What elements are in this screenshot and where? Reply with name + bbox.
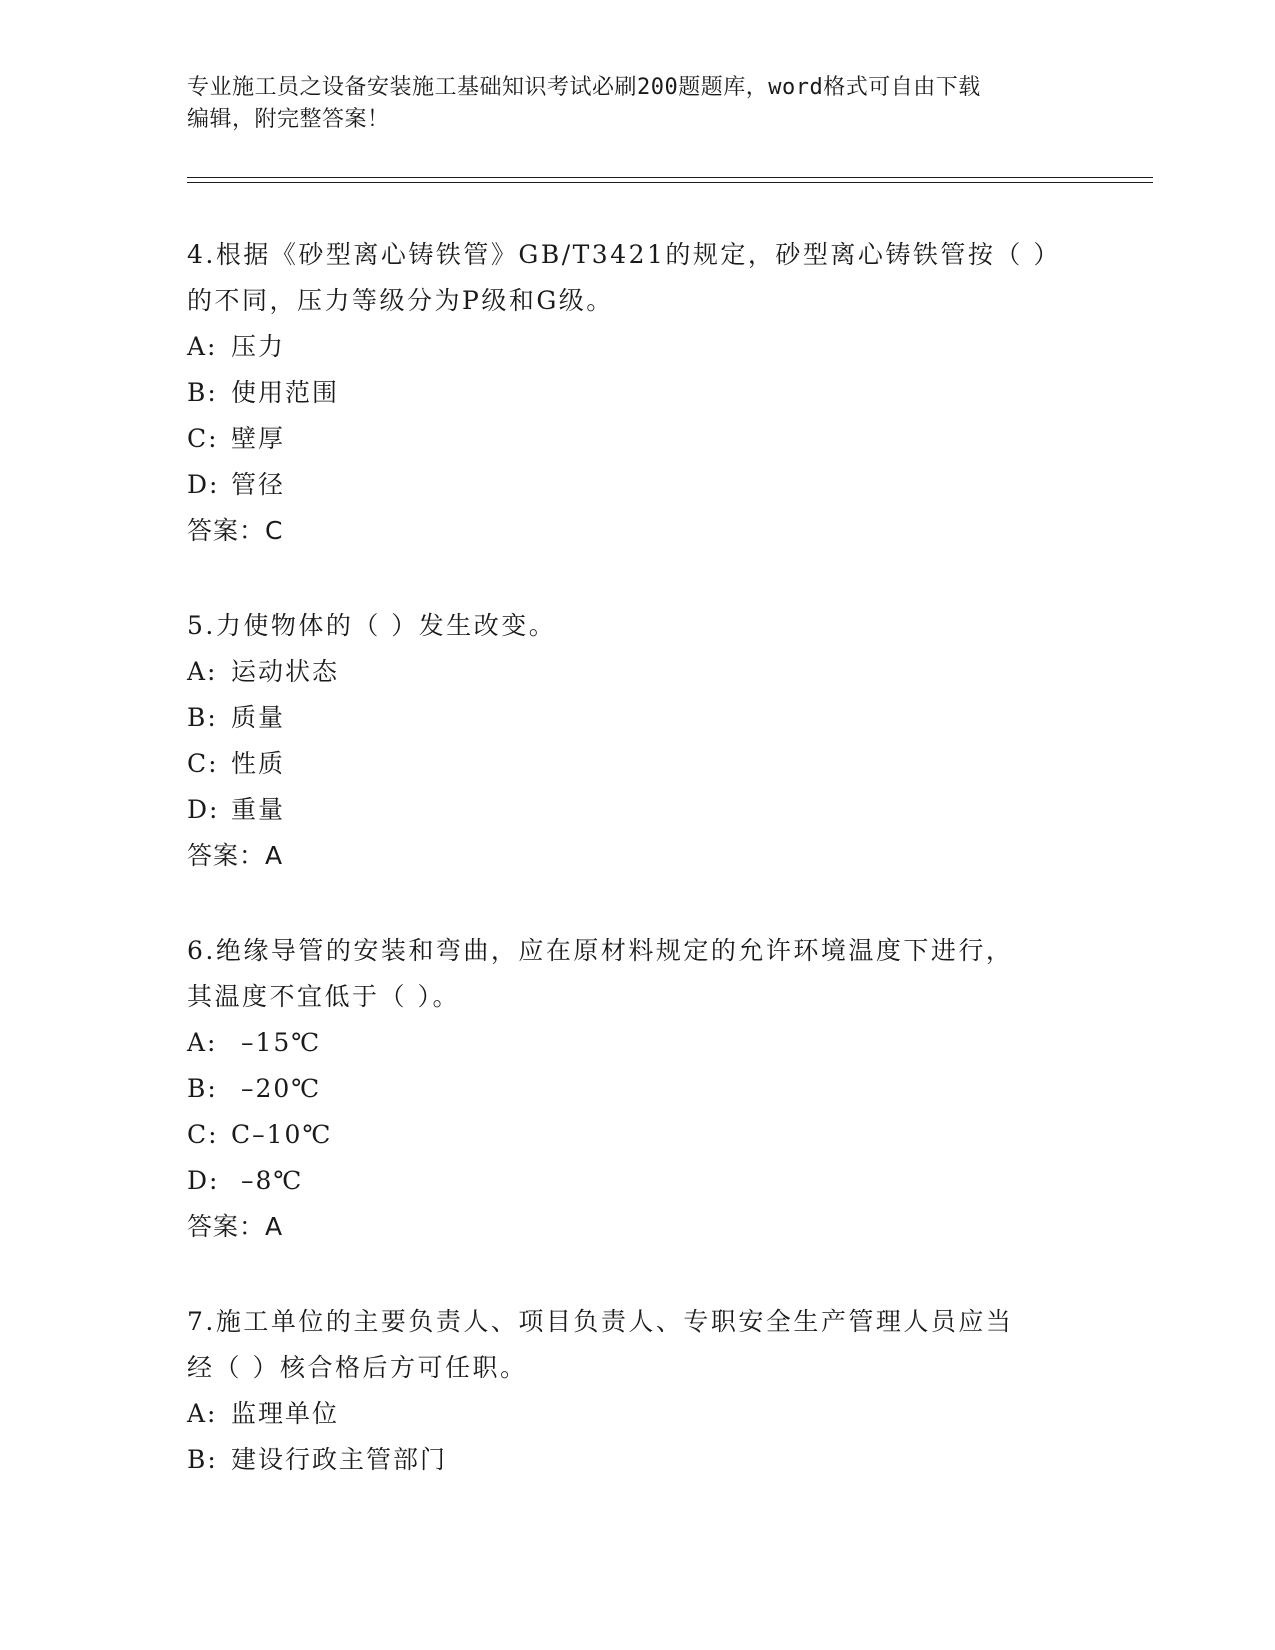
option-text: 使用范围: [231, 378, 340, 407]
option-d: [187, 462, 1087, 508]
option-text: 重量: [231, 795, 286, 824]
question-stem-line: 6.绝缘导管的安装和弯曲，应在原材料规定的允许环境温度下进行，: [187, 936, 1014, 965]
option-text: 运动状态: [231, 657, 340, 686]
option-text: –15℃: [231, 1028, 322, 1057]
option-c: [187, 1112, 1087, 1158]
question-stem-line: 经（ ）核合格后方可任职。: [187, 1353, 528, 1382]
option-text: –8℃: [231, 1166, 304, 1195]
option-a: [187, 649, 1087, 695]
option-letter: C:: [187, 424, 219, 453]
option-letter: B:: [187, 1074, 218, 1103]
option-text: 管径: [231, 470, 286, 499]
option-letter: C:: [187, 1120, 219, 1149]
header-divider-top: [187, 177, 1153, 178]
header-line-1: 专业施工员之设备安装施工基础知识考试必刷200题题库，word格式可自由下载: [187, 75, 981, 100]
question-stem-line: 5.力使物体的（ ）发生改变。: [187, 611, 557, 640]
header-line-2: 编辑，附完整答案！: [187, 107, 390, 132]
option-b: [187, 1066, 1087, 1112]
header-divider-bottom: [187, 182, 1153, 183]
option-letter: D:: [187, 470, 220, 499]
question-5: [187, 603, 1087, 879]
option-a: [187, 1391, 1087, 1437]
option-letter: C:: [187, 749, 219, 778]
option-text: 建设行政主管部门: [231, 1445, 448, 1474]
option-letter: A:: [187, 657, 218, 686]
question-stem-line: 的不同，压力等级分为P级和G级。: [187, 286, 614, 315]
option-letter: B:: [187, 703, 218, 732]
answer-line: 答案：A: [187, 1212, 284, 1241]
question-4: [187, 232, 1087, 554]
option-text: 压力: [231, 332, 286, 361]
option-a: [187, 1020, 1087, 1066]
question-7: [187, 1299, 1087, 1483]
option-c: [187, 741, 1087, 787]
option-d: [187, 787, 1087, 833]
option-text: 监理单位: [231, 1399, 340, 1428]
question-stem-line: 其温度不宜低于（ ）。: [187, 982, 460, 1011]
option-letter: B:: [187, 1445, 218, 1474]
question-6: [187, 928, 1087, 1250]
option-b: [187, 695, 1087, 741]
option-letter: D:: [187, 1166, 220, 1195]
option-text: C–10℃: [231, 1120, 333, 1149]
option-text: 性质: [231, 749, 286, 778]
option-letter: A:: [187, 332, 218, 361]
option-b: [187, 370, 1087, 416]
option-letter: D:: [187, 795, 220, 824]
question-list: [187, 232, 1087, 1532]
option-d: [187, 1158, 1087, 1204]
answer-line: 答案：C: [187, 516, 284, 545]
question-stem-line: 4.根据《砂型离心铸铁管》GB/T3421的规定，砂型离心铸铁管按（ ）: [187, 240, 1061, 269]
option-c: [187, 416, 1087, 462]
document-header: [187, 72, 1067, 136]
option-letter: A:: [187, 1028, 218, 1057]
option-b: [187, 1437, 1087, 1483]
option-letter: A:: [187, 1399, 218, 1428]
option-a: [187, 324, 1087, 370]
option-text: 壁厚: [231, 424, 286, 453]
option-text: –20℃: [231, 1074, 322, 1103]
answer-line: 答案：A: [187, 841, 284, 870]
option-letter: B:: [187, 378, 218, 407]
question-stem-line: 7.施工单位的主要负责人、项目负责人、专职安全生产管理人员应当: [187, 1307, 1014, 1336]
option-text: 质量: [231, 703, 286, 732]
